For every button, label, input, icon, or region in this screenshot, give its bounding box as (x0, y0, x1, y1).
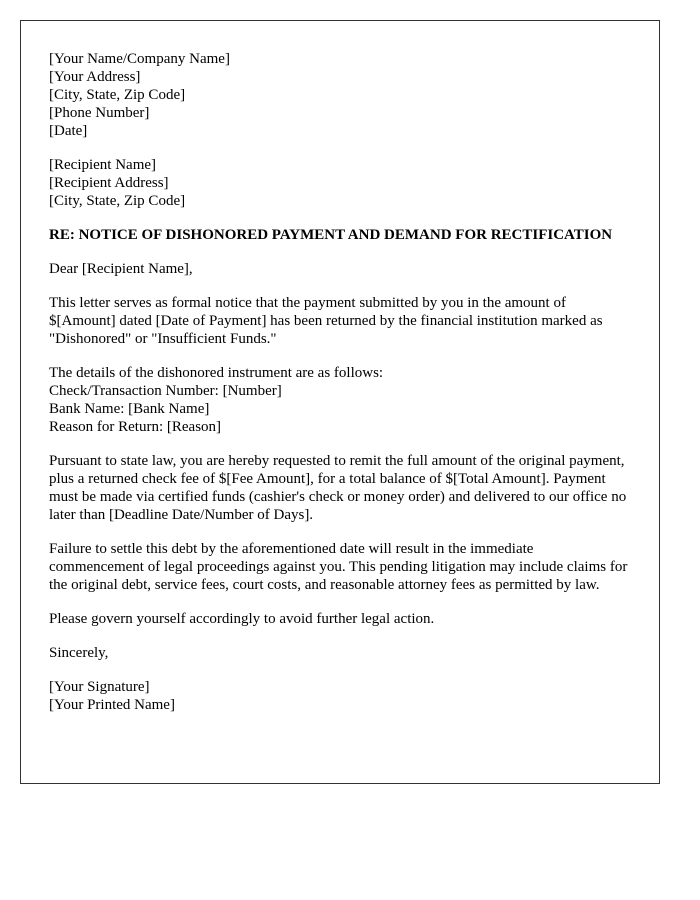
printed-name: [Your Printed Name] (49, 697, 175, 713)
sender-address-block (49, 50, 631, 140)
detail-bank-name: Bank Name: [Bank Name] (49, 401, 210, 417)
details-heading: The details of the dishonored instrument are as follows: (49, 365, 384, 381)
recipient-address: [Recipient Address] (49, 175, 169, 191)
closing-note-paragraph: Please govern yourself accordingly to avoid further legal action. (49, 611, 435, 627)
sender-city-state-zip: [City, State, Zip Code] (49, 87, 186, 103)
demand-paragraph: Pursuant to state law, you are hereby requested to remit the full amount of the original payment, plus a returned check fee of $[Fee Amount], for a total balance of $[Total Amount]. Payment must be made via certified funds (cashier's check or money order) and delivered to our office no later than [Deadline Date/Number of Days]. (49, 453, 627, 523)
recipient-city-state-zip: [City, State, Zip Code] (49, 193, 186, 209)
closing: Sincerely, (49, 645, 109, 661)
instrument-details-block (49, 364, 631, 436)
signature-placeholder: [Your Signature] (49, 679, 150, 695)
intro-paragraph: This letter serves as formal notice that the payment submitted by you in the amount of $[Amount] dated [Date of Payment] has been returned by the financial institution marked as "Dishonored" or "Insufficient Funds." (49, 295, 603, 347)
recipient-name: [Recipient Name] (49, 157, 157, 173)
sender-name: [Your Name/Company Name] (49, 51, 230, 67)
sender-phone: [Phone Number] (49, 105, 150, 121)
signature-block (49, 678, 631, 714)
salutation: Dear [Recipient Name], (49, 261, 193, 277)
recipient-address-block (49, 156, 631, 210)
detail-check-number: Check/Transaction Number: [Number] (49, 383, 282, 399)
letter-date: [Date] (49, 123, 88, 139)
subject-line: RE: NOTICE OF DISHONORED PAYMENT AND DEMAND FOR RECTIFICATION (49, 227, 613, 243)
sender-address: [Your Address] (49, 69, 141, 85)
detail-reason: Reason for Return: [Reason] (49, 419, 222, 435)
letter-document (20, 20, 660, 784)
consequence-paragraph: Failure to settle this debt by the aforementioned date will result in the immediate commencement of legal proceedings against you. This pending litigation may include claims for the original debt, service fees, court costs, and reasonable attorney fees as permitted by law. (49, 541, 628, 593)
